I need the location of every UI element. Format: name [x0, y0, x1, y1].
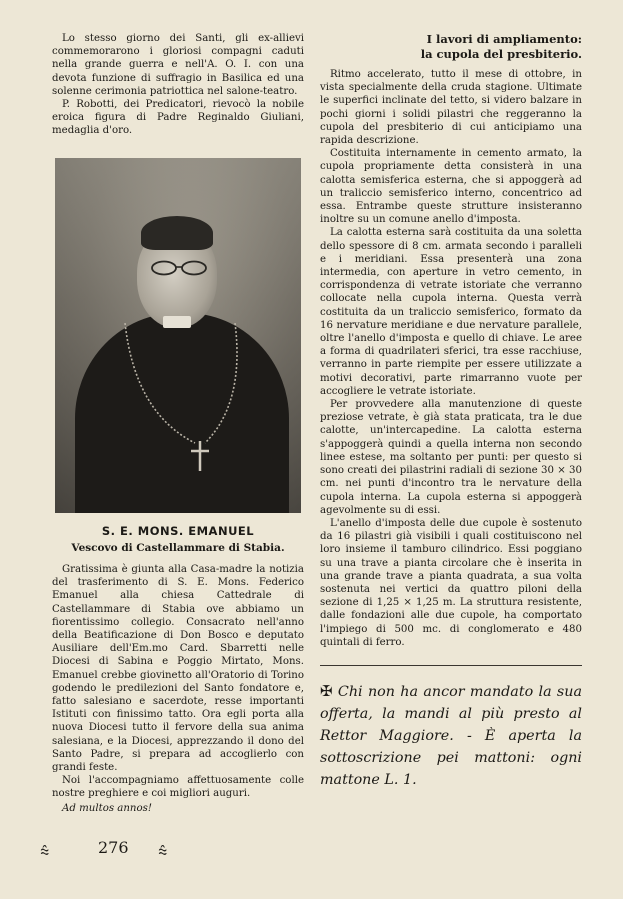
heading-line-2: la cupola del presbiterio.: [420, 47, 582, 61]
dome-paragraph-5: L'anello d'imposta delle due cupole è sostenuto da 16 pilastri già visibili i quali costituiscono nel loro insieme il tamburo cilindrico. Essi poggiano su una trave a pianta circolare che è inserita in una grande trave a pianta quadrata, a sua volta sostenuta nei vertici da quattro piloni della sezione di 1,25 × 1,25 m. La struttura resistente, dalle fondazioni alle due cupole, ha comportato l'impiego di 500 mc. di conglomerato e 480 quintali di ferro.: [320, 517, 582, 648]
article-heading: [320, 32, 582, 62]
dome-paragraph-3: La calotta esterna sarà costituita da una soletta dello spessore di 8 cm. armata secondo i paralleli e i meridiani. Essa presenterà una zona intermedia, con aperture in vetro cemento, in corrispondenza di vetrate istoriate che verranno collocate nella cupola interna. Questa verrà costituita da un traliccio semisferico, formato da 16 nervature meridiane e due nervature parallele, oltre l'anello d'imposta e quello di chiave. Le aree a forma di quadrilateri sferici, tra esse racchiuse, verranno in parte riempite per essere utilizzate a motivi decorativi, parte rimarranno vuote per accogliere le vetrate istoriate.: [320, 227, 582, 397]
donation-appeal: [320, 680, 582, 791]
bishop-portrait-photo: [55, 158, 301, 513]
section-divider: [320, 665, 582, 666]
news-paragraph-ex-allievi: Lo stesso giorno dei Santi, gli ex-allievi commemorarono i gloriosi compagni caduti nella grande guerra e nell'A. O. I. con una devota funzione di suffragio in Basilica ed una solenne cerimonia patriottica nel salone-teatro.: [52, 33, 304, 97]
caption-title: S. E. MONS. EMANUEL: [101, 523, 255, 538]
left-column: [52, 32, 304, 815]
closing-wish: Ad multos annos!: [62, 802, 152, 814]
footer-ornament-left: ⩯: [40, 842, 50, 861]
footer-ornament-right: ⩯: [158, 842, 168, 861]
heading-line-1: I lavori di ampliamento:: [426, 32, 582, 46]
appeal-text: Chi non ha ancor mandato la sua offerta, la mandi al più presto al Rettor Maggiore. - È aperta la sottoscrizione pei mattoni: ogni mattone L. 1.: [320, 683, 582, 788]
cross-star-icon: ✠: [320, 681, 333, 700]
news-paragraph-robotti: P. Robotti, dei Predicatori, rievocò la nobile eroica figura di Padre Reginaldo Giuliani, medaglia d'oro.: [52, 99, 304, 137]
dome-paragraph-4: Per provvedere alla manutenzione di queste preziose vetrate, è già stata praticata, tra le due calotte, un'intercapedine. La calotta esterna s'appoggerà quindi a quella interna non secondo linee estese, ma soltanto per punti: per questo si sono creati dei pilastrini radiali di sezione 30 × 30 cm. nei punti d'incontro tra le nervature della cupola interna. La cupola esterna si appoggerà agevolmente su di essi.: [320, 399, 582, 516]
caption-subtitle: Vescovo di Castellammare di Stabia.: [71, 541, 285, 554]
page-number: 276: [98, 838, 129, 857]
photo-caption: [52, 525, 304, 555]
article-paragraph-emanuel: Gratissima è giunta alla Casa-madre la notizia del trasferimento di S. E. Mons. Federico Emanuel alla chiesa Cattedrale di Castellammare di Stabia ove abbiamo un fiorentissimo collegio. Consacrato nell'anno della Beatificazione di Don Bosco e deputato Ausiliare dell'Em.mo Card. Sbarretti nelle Diocesi di Sabina e Poggio Mirtato, Mons. Emanuel crebbe giovinetto all'Oratorio di Torino godendo le predilezioni del Santo fondatore e, fatto salesiano e sacerdote, resse importanti Istituti con finissimo tatto. Ora egli porta alla nuova Diocesi tutto il fervore della sua anima salesiana, e la Diocesi, apprezzando il dono del Santo Padre, si prepara ad accoglierlo con grandi feste.: [52, 564, 304, 774]
page-footer: [40, 838, 210, 862]
article-paragraph-wishes: Noi l'accompagniamo affettuosamente colle nostre preghiere e coi migliori auguri.: [52, 775, 304, 800]
dome-paragraph-2: Costituita internamente in cemento armato, la cupola propriamente detta consisterà in una calotta semisferica esterna, che si appoggerà ad un traliccio semisferico interno, concentrico ad essa. Entrambe queste strutture insisteranno inoltre su un comune anello d'imposta.: [320, 148, 582, 226]
dome-paragraph-1: Ritmo accelerato, tutto il mese di ottobre, in vista specialmente della cruda stagione. Ultimate le superfici inclinate del tetto, si videro balzare in pochi giorni i solidi pilastri che reggeranno la cupola del presbiterio di cui anticipiamo una rapida descrizione.: [320, 69, 582, 147]
right-column: [320, 32, 582, 791]
